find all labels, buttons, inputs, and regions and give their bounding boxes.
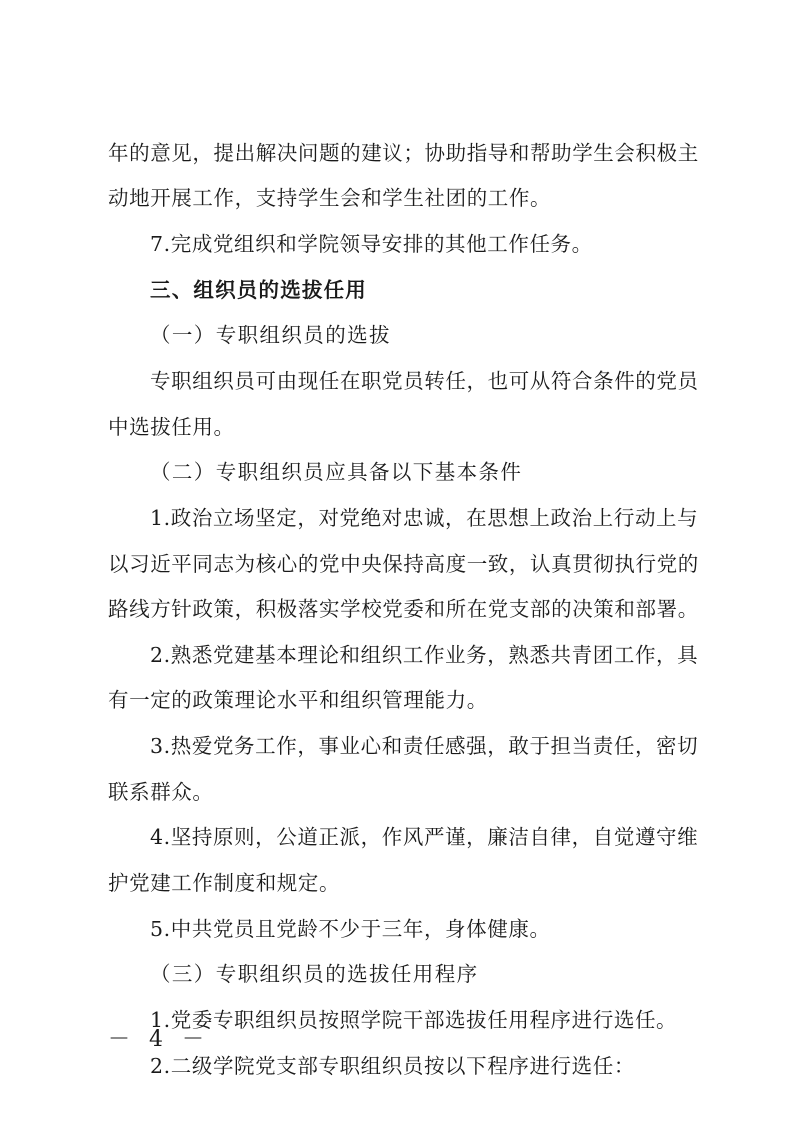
body-text-line: 路线方针政策，积极落实学校党委和所在党支部的决策和部署。 [108, 597, 699, 621]
body-text-line: 中选拔任用。 [108, 415, 235, 439]
body-text-line: 专职组织员可由现任在职党员转任，也可从符合条件的党员 [150, 369, 699, 393]
page-number: － 4 － [108, 1027, 210, 1052]
list-item-3: 3.热爱党务工作，事业心和责任感强，敢于担当责任，密切 [150, 734, 699, 758]
subsection-heading-3: （三）专职组织员的选拔任用程序 [150, 962, 479, 986]
list-item-7: 7.完成党组织和学院领导安排的其他工作任务。 [150, 232, 593, 256]
list-item-2: 2.二级学院党支部专职组织员按以下程序进行选任： [150, 1054, 635, 1078]
subsection-heading-1: （一）专职组织员的选拔 [150, 323, 391, 347]
body-text-line: 动地开展工作，支持学生会和学生社团的工作。 [108, 186, 552, 210]
list-item-5: 5.中共党员且党龄不少于三年，身体健康。 [150, 917, 551, 941]
list-item-1: 1.政治立场坚定，对党绝对忠诚，在思想上政治上行动上与 [150, 506, 699, 530]
body-text-line: 有一定的政策理论水平和组织管理能力。 [108, 688, 488, 712]
list-item-1: 1.党委专职组织员按照学院干部选拔任用程序进行选任。 [150, 1008, 678, 1032]
body-text-line: 以习近平同志为核心的党中央保持高度一致，认真贯彻执行党的 [108, 552, 699, 576]
section-heading-3: 三、组织员的选拔任用 [150, 278, 367, 302]
body-text-line: 联系群众。 [108, 780, 214, 804]
body-text-line: 护党建工作制度和规定。 [108, 871, 341, 895]
subsection-heading-2: （二）专职组织员应具备以下基本条件 [150, 460, 523, 484]
list-item-2: 2.熟悉党建基本理论和组织工作业务，熟悉共青团工作，具 [150, 643, 699, 667]
body-text-line: 年的意见，提出解决问题的建议；协助指导和帮助学生会积极主 [108, 141, 699, 165]
list-item-4: 4.坚持原则，公道正派，作风严谨，廉洁自律，自觉遵守维 [150, 825, 699, 849]
